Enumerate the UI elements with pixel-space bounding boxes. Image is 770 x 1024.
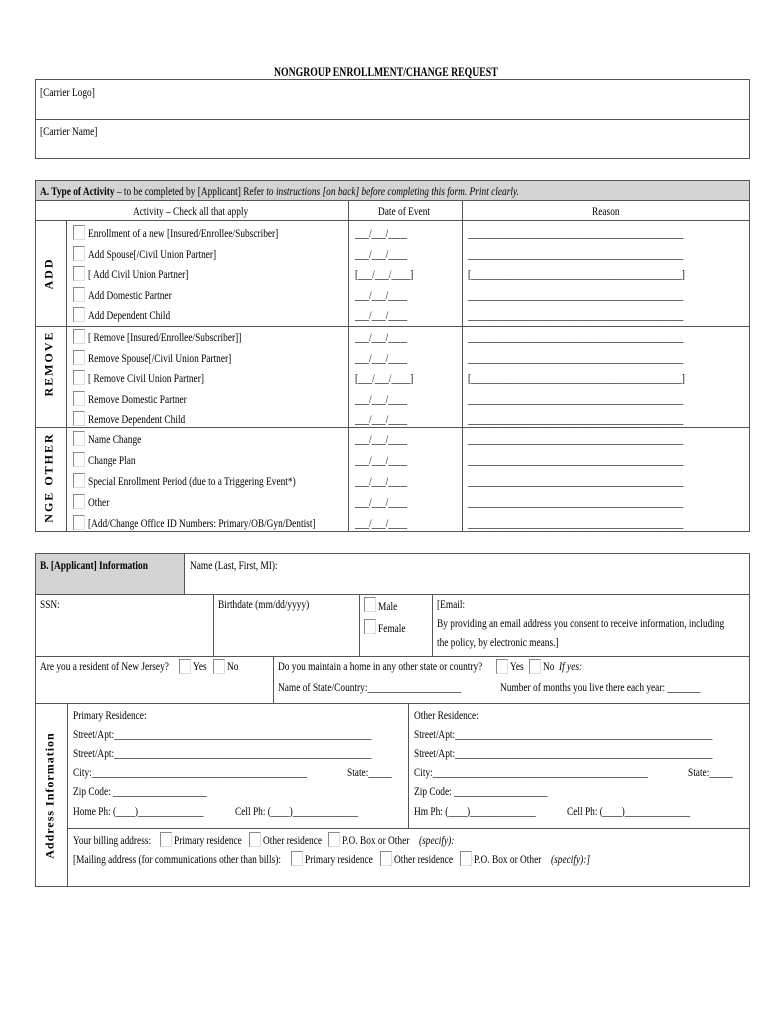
other-item-label: [Add/Change Office ID Numbers: Primary/OB/Gyn/Dentist] bbox=[88, 516, 316, 530]
other-checkbox[interactable] bbox=[73, 452, 85, 467]
other-date-field[interactable]: ___/___/____ bbox=[355, 432, 408, 446]
other-zip[interactable]: Zip Code: ____________________ bbox=[414, 784, 548, 798]
group-label-other: NGE OTHER bbox=[41, 432, 56, 523]
add-reason-field[interactable]: ______________________________________________ bbox=[468, 287, 684, 302]
section-a-heading: A. Type of Activity – to be completed by [Applicant] Refer to instructions [on back] before completing this form. Print clearly. bbox=[40, 184, 519, 198]
billing-specify: (specify): bbox=[419, 833, 455, 847]
add-checkbox[interactable] bbox=[73, 225, 85, 240]
col-reason-header: Reason bbox=[592, 204, 620, 218]
mailing-other-checkbox[interactable] bbox=[380, 851, 392, 866]
remove-date-field[interactable]: ___/___/____ bbox=[355, 330, 408, 344]
remove-reason-field[interactable]: ______________________________________________ bbox=[468, 330, 684, 344]
add-checkbox[interactable] bbox=[73, 246, 85, 261]
other-reason-field[interactable]: ______________________________________________ bbox=[468, 516, 684, 530]
billing-other-checkbox[interactable] bbox=[249, 832, 261, 847]
address-info-label: Address Information bbox=[42, 732, 57, 859]
add-date-field[interactable]: ___/___/____ bbox=[355, 226, 408, 240]
add-date-field[interactable]: ___/___/____ bbox=[355, 308, 408, 322]
remove-item-label: [ Remove Civil Union Partner] bbox=[88, 371, 204, 385]
add-date-field[interactable]: [___/___/____] bbox=[355, 267, 414, 281]
remove-reason-field[interactable]: ______________________________________________ bbox=[468, 412, 684, 426]
female-checkbox[interactable] bbox=[364, 619, 376, 634]
primary-state[interactable]: State:_____ bbox=[347, 765, 392, 779]
add-reason-field[interactable]: [_____________________________________________] bbox=[468, 267, 685, 281]
add-reason-field[interactable]: ______________________________________________ bbox=[468, 226, 684, 240]
add-item-label: Add Domestic Partner bbox=[88, 287, 172, 302]
home-yes-checkbox[interactable] bbox=[496, 659, 508, 674]
section-b-heading: B. [Applicant] Information bbox=[40, 558, 148, 572]
remove-checkbox[interactable] bbox=[73, 329, 85, 344]
mailing-label: [Mailing address (for communications other than bills): bbox=[73, 852, 281, 866]
mailing-other-label: Other residence bbox=[394, 852, 453, 866]
billing-primary-checkbox[interactable] bbox=[160, 832, 172, 847]
add-date-field[interactable]: ___/___/____ bbox=[355, 287, 408, 302]
add-item-label: Add Dependent Child bbox=[88, 308, 171, 322]
add-item-label: Add Spouse[/Civil Union Partner] bbox=[88, 246, 217, 261]
other-home-ph[interactable]: Hm Ph: (____)______________ bbox=[414, 804, 536, 818]
remove-checkbox[interactable] bbox=[73, 411, 85, 426]
primary-street-2[interactable]: Street/Apt:_______________________________________________________ bbox=[73, 746, 372, 760]
primary-residence-title: Primary Residence: bbox=[73, 708, 147, 722]
remove-reason-field[interactable]: ______________________________________________ bbox=[468, 391, 684, 406]
other-date-field[interactable]: ___/___/____ bbox=[355, 474, 408, 488]
other-street-2[interactable]: Street/Apt:_______________________________________________________ bbox=[414, 746, 713, 760]
other-state[interactable]: State:_____ bbox=[688, 765, 733, 779]
mailing-primary-label: Primary residence bbox=[305, 852, 373, 866]
female-label: Female bbox=[378, 621, 406, 635]
remove-item-label: Remove Dependent Child bbox=[88, 412, 186, 426]
other-reason-field[interactable]: ______________________________________________ bbox=[468, 474, 684, 488]
other-street-1[interactable]: Street/Apt:_______________________________________________________ bbox=[414, 727, 713, 741]
other-item-label: Special Enrollment Period (due to a Triggering Event*) bbox=[88, 474, 296, 488]
nj-no-checkbox[interactable] bbox=[213, 659, 225, 674]
mailing-primary-checkbox[interactable] bbox=[291, 851, 303, 866]
if-yes-label: If yes: bbox=[559, 659, 583, 673]
home-yes-label: Yes bbox=[510, 659, 524, 673]
col-date-header: Date of Event bbox=[378, 204, 430, 218]
col-activity-header: Activity – Check all that apply bbox=[133, 204, 249, 218]
add-checkbox[interactable] bbox=[73, 287, 85, 302]
other-reason-field[interactable]: ______________________________________________ bbox=[468, 495, 684, 509]
other-checkbox[interactable] bbox=[73, 473, 85, 488]
nj-yes-label: Yes bbox=[193, 659, 207, 673]
nj-yes-checkbox[interactable] bbox=[179, 659, 191, 674]
primary-cell-ph[interactable]: Cell Ph: (____)______________ bbox=[235, 804, 359, 818]
mailing-specify: (specify):] bbox=[551, 852, 590, 866]
birthdate-label: Birthdate (mm/dd/yyyy) bbox=[218, 597, 310, 611]
name-label: Name (Last, First, MI): bbox=[190, 558, 278, 572]
remove-checkbox[interactable] bbox=[73, 350, 85, 365]
home-no-checkbox[interactable] bbox=[529, 659, 541, 674]
remove-checkbox[interactable] bbox=[73, 370, 85, 385]
add-checkbox[interactable] bbox=[73, 307, 85, 322]
form-title: NONGROUP ENROLLMENT/CHANGE REQUEST bbox=[274, 65, 498, 79]
nj-no-label: No bbox=[227, 659, 239, 673]
male-checkbox[interactable] bbox=[364, 597, 376, 612]
remove-date-field[interactable]: [___/___/____] bbox=[355, 371, 414, 385]
other-date-field[interactable]: ___/___/____ bbox=[355, 495, 408, 509]
primary-zip[interactable]: Zip Code: ____________________ bbox=[73, 784, 207, 798]
other-date-field[interactable]: ___/___/____ bbox=[355, 516, 408, 530]
email-consent-1: By providing an email address you consent to receive information, including bbox=[437, 616, 725, 630]
other-checkbox[interactable] bbox=[73, 431, 85, 446]
group-label-add: ADD bbox=[41, 257, 56, 290]
remove-item-label: Remove Domestic Partner bbox=[88, 391, 187, 406]
primary-city[interactable]: City:______________________________________________ bbox=[73, 765, 308, 779]
billing-po-checkbox[interactable] bbox=[328, 832, 340, 847]
other-reason-field[interactable]: ______________________________________________ bbox=[468, 432, 684, 446]
home-no-label: No bbox=[543, 659, 555, 673]
remove-date-field[interactable]: ___/___/____ bbox=[355, 391, 408, 406]
other-item-label: Name Change bbox=[88, 432, 142, 446]
other-date-field[interactable]: ___/___/____ bbox=[355, 453, 408, 467]
ssn-label: SSN: bbox=[40, 597, 60, 611]
mailing-po-checkbox[interactable] bbox=[460, 851, 472, 866]
other-checkbox[interactable] bbox=[73, 515, 85, 530]
other-home-question: Do you maintain a home in any other state or country? bbox=[278, 659, 483, 673]
state-country-field[interactable]: Name of State/Country:____________________ bbox=[278, 680, 462, 694]
remove-date-field[interactable]: ___/___/____ bbox=[355, 350, 408, 365]
remove-item-label: Remove Spouse[/Civil Union Partner] bbox=[88, 350, 232, 365]
billing-other-label: Other residence bbox=[263, 833, 322, 847]
group-label-remove: REMOVE bbox=[41, 330, 56, 397]
carrier-name: [Carrier Name] bbox=[40, 124, 98, 138]
remove-reason-field[interactable]: ______________________________________________ bbox=[468, 350, 684, 365]
billing-po-label: P.O. Box or Other bbox=[342, 833, 410, 847]
add-date-field[interactable]: ___/___/____ bbox=[355, 246, 408, 261]
mailing-po-label: P.O. Box or Other bbox=[474, 852, 542, 866]
other-reason-field[interactable]: ______________________________________________ bbox=[468, 453, 684, 467]
add-item-label: [ Add Civil Union Partner] bbox=[88, 267, 189, 281]
months-field[interactable]: Number of months you live there each year: _______ bbox=[500, 680, 701, 694]
primary-home-ph[interactable]: Home Ph: (____)______________ bbox=[73, 804, 204, 818]
billing-primary-label: Primary residence bbox=[174, 833, 242, 847]
add-item-label: Enrollment of a new [Insured/Enrollee/Subscriber] bbox=[88, 226, 279, 240]
remove-date-field[interactable]: ___/___/____ bbox=[355, 412, 408, 426]
other-cell-ph[interactable]: Cell Ph: (____)______________ bbox=[567, 804, 691, 818]
add-reason-field[interactable]: ______________________________________________ bbox=[468, 308, 684, 322]
other-item-label: Other bbox=[88, 495, 110, 509]
billing-label: Your billing address: bbox=[73, 833, 152, 847]
other-city[interactable]: City:______________________________________________ bbox=[414, 765, 649, 779]
remove-reason-field[interactable]: [_____________________________________________] bbox=[468, 371, 685, 385]
nj-resident-question: Are you a resident of New Jersey? bbox=[40, 659, 169, 673]
remove-checkbox[interactable] bbox=[73, 391, 85, 406]
primary-street-1[interactable]: Street/Apt:_______________________________________________________ bbox=[73, 727, 372, 741]
other-item-label: Change Plan bbox=[88, 453, 136, 467]
other-checkbox[interactable] bbox=[73, 494, 85, 509]
remove-item-label: [ Remove [Insured/Enrollee/Subscriber]] bbox=[88, 330, 242, 344]
male-label: Male bbox=[378, 599, 398, 613]
add-reason-field[interactable]: ______________________________________________ bbox=[468, 246, 684, 261]
email-consent-2: the policy, by electronic means.] bbox=[437, 635, 559, 649]
email-label: [Email: bbox=[437, 597, 466, 611]
other-residence-title: Other Residence: bbox=[414, 708, 479, 722]
carrier-logo: [Carrier Logo] bbox=[40, 85, 95, 99]
add-checkbox[interactable] bbox=[73, 266, 85, 281]
